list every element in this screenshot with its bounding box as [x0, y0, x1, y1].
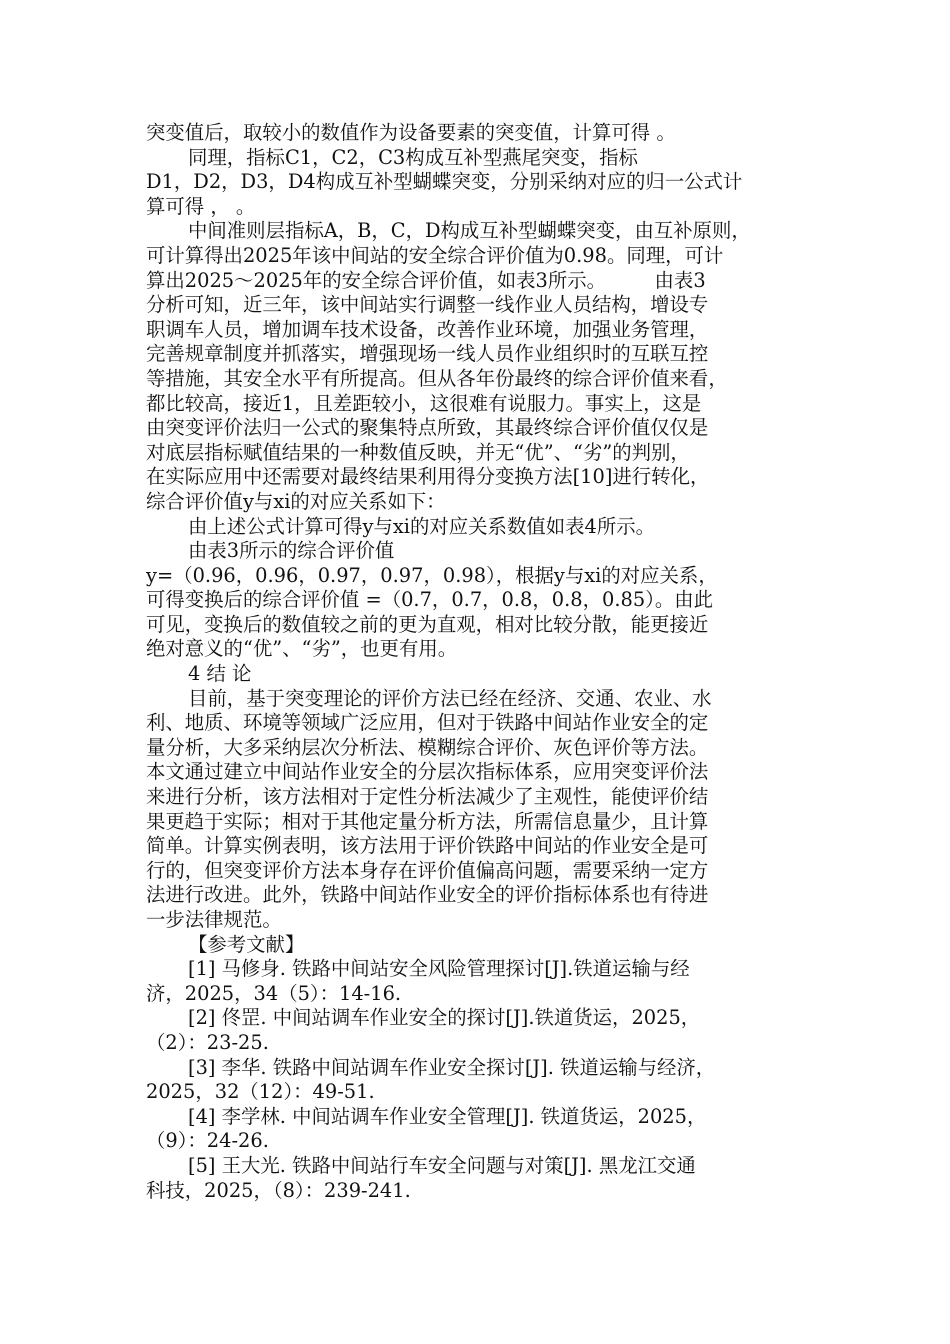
text-line: 等措施，其安全水平有所提高。但从各年份最终的综合评价值来看， [146, 366, 728, 390]
text-line: 【参考文献】 [188, 932, 305, 956]
text-line: 综合评价值y与xi的对应关系如下： [146, 489, 446, 513]
text-line: 可见，变换后的数值较之前的更为直观，相对比较分散，能更接近 [146, 612, 709, 636]
text-line: 法进行改进。此外，铁路中间站作业安全的评价指标体系也有待进 [146, 883, 709, 907]
text-line: 中间准则层指标A，B，C，D构成互补型蝴蝶突变，由互补原则， [188, 219, 751, 243]
text-line: 算出2025～2025年的安全综合评价值，如表3所示。 由表3 [146, 268, 706, 292]
text-line: [5] 王大光. 铁路中间站行车安全问题与对策[J]. 黑龙江交通 [188, 1153, 696, 1177]
text-line: 突变值后，取较小的数值作为设备要素的突变值，计算可得 。 [146, 121, 676, 144]
text-line: [4] 李学林. 中间站调车作业安全管理[J]. 铁道货运，2025， [188, 1104, 707, 1128]
text-line: 科技，2025，（8）：239-241. [146, 1178, 411, 1202]
text-line: 由突变评价法归一公式的聚集特点所致，其最终综合评价值仅仅是 [146, 416, 709, 440]
text-line: 2025，32（12）：49-51. [146, 1080, 375, 1104]
text-line: 同理，指标C1，C2，C3构成互补型燕尾突变，指标 [188, 145, 638, 169]
text-line: [3] 李华. 铁路中间站调车作业安全探讨[J]. 铁道运输与经济， [188, 1055, 716, 1079]
text-line: 本文通过建立中间站作业安全的分层次指标体系，应用突变评价法 [146, 760, 709, 784]
text-line: y=（0.96，0.96，0.97，0.97，0.98），根据y与xi的对应关系， [146, 563, 718, 587]
text-line: 绝对意义的“优”、“劣”，也更有用。 [146, 637, 458, 661]
text-line: 利、地质、环境等领域广泛应用，但对于铁路中间站作业安全的定 [146, 711, 709, 735]
text-line: D1，D2，D3，D4构成互补型蝴蝶突变，分别采纳对应的归一公式计 [146, 170, 743, 194]
text-line: 对底层指标赋值结果的一种数值反映，并无“优”、“劣”的判别， [146, 440, 690, 464]
text-line: 果更趋于实际；相对于其他定量分析方法，所需信息量少，且计算 [146, 809, 709, 833]
text-line: 济，2025，34（5）：14-16. [146, 981, 402, 1005]
text-line: 可得变换后的综合评价值 =（0.7，0.7，0.8，0.8，0.85）。由此 [146, 588, 714, 612]
text-line: 都比较高，接近1，且差距较小，这很难有说服力。事实上，这是 [146, 391, 702, 415]
text-line: 分析可知，近三年，该中间站实行调整一线作业人员结构，增设专 [146, 293, 709, 317]
text-line: 目前，基于突变理论的评价方法已经在经济、交通、农业、水 [188, 686, 712, 710]
document-body [146, 121, 814, 1203]
text-line: 算可得 ， 。 [146, 194, 256, 218]
text-line: （9）：24-26. [146, 1129, 269, 1153]
text-line: 由表3所示的综合评价值 [188, 539, 395, 563]
text-line: 一步法律规范。 [146, 908, 282, 931]
text-line: 由上述公式计算可得y与xi的对应关系数值如表4所示。 [188, 514, 656, 538]
text-line: 在实际应用中还需要对最终结果利用得分变换方法[10]进行转化， [146, 465, 710, 489]
text-line: [2] 佟罡. 中间站调车作业安全的探讨[J].铁道货运，2025， [188, 1006, 701, 1030]
text-line: 可计算得出2025年该中间站的安全综合评价值为0.98。同理，可计 [146, 243, 724, 267]
text-line: 简单。计算实例表明，该方法用于评价铁路中间站的作业安全是可 [146, 834, 709, 858]
text-line: 来进行分析，该方法相对于定性分析法减少了主观性，能使评价结 [146, 785, 709, 809]
text-line: 完善规章制度并抓落实，增强现场一线人员作业组织时的互联互控 [146, 342, 709, 366]
text-line: 量分析，大多采纳层次分析法、模糊综合评价、灰色评价等方法。 [146, 735, 709, 759]
text-line: 4 结 论 [188, 662, 252, 686]
text-line: 职调车人员，增加调车技术设备，改善作业环境，加强业务管理， [146, 317, 709, 341]
text-line: [1] 马修身. 铁路中间站安全风险管理探讨[J].铁道运输与经 [188, 957, 690, 981]
text-line: 行的，但突变评价方法本身存在评价值偏高问题，需要采纳一定方 [146, 858, 709, 882]
text-line: （2）：23-25. [146, 1030, 269, 1054]
